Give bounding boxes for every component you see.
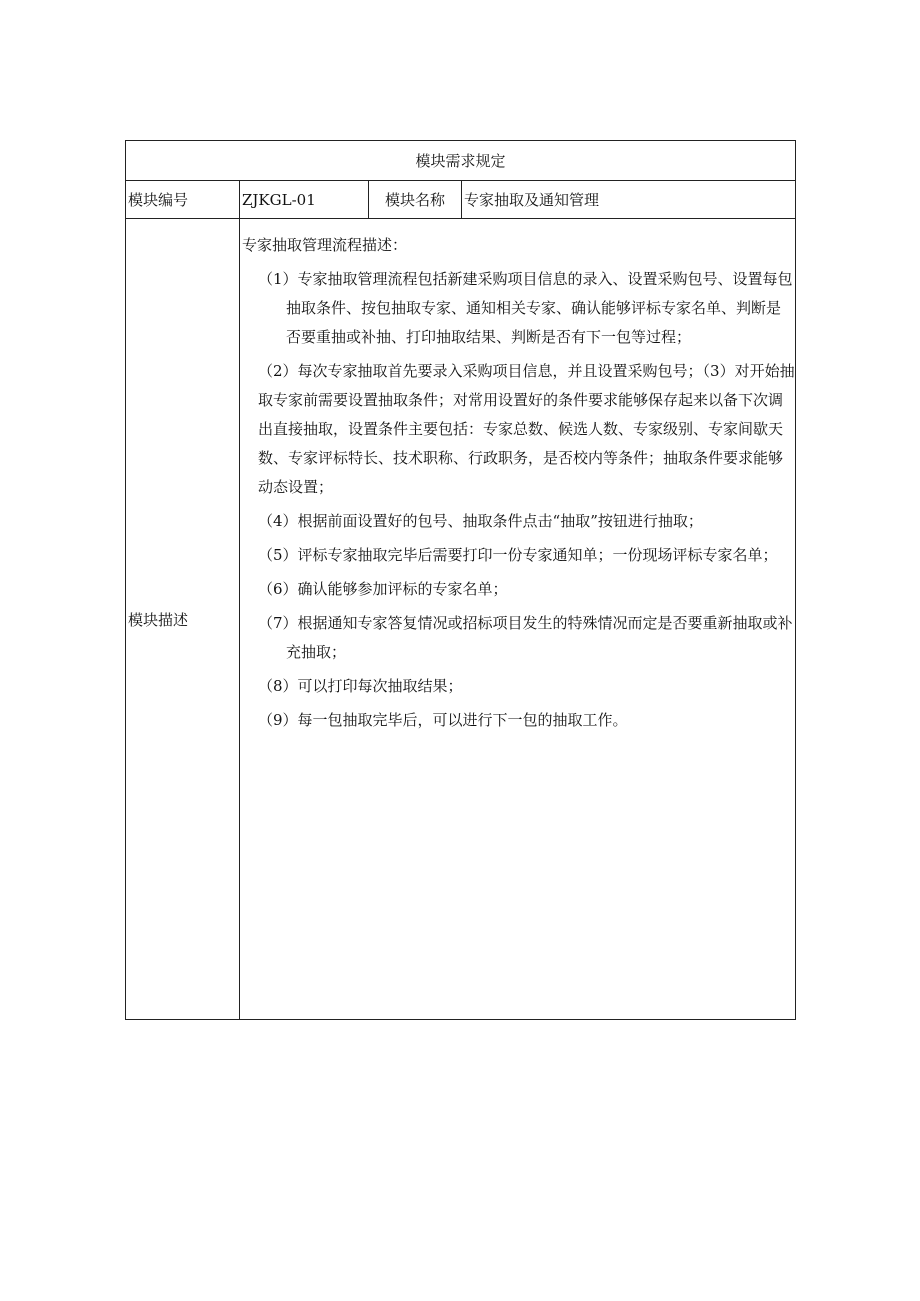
module-name-label: 模块名称 (369, 181, 462, 219)
desc-item-7: （7）根据通知专家答复情况或招标项目发生的特殊情况而定是否要重新抽取或补充抽取； (258, 614, 793, 661)
table-title-row (126, 141, 796, 181)
module-desc-row (126, 219, 796, 1020)
desc-item-4: （4）根据前面设置好的包号、抽取条件点击“抽取”按钮进行抽取； (258, 512, 703, 530)
module-info-row (126, 181, 796, 219)
desc-item-5: （5）评标专家抽取完毕后需要打印一份专家通知单；一份现场评标专家名单； (258, 546, 778, 564)
desc-item-8: （8）可以打印每次抽取结果； (258, 677, 463, 695)
desc-item-1: （1）专家抽取管理流程包括新建采购项目信息的录入、设置采购包号、设置每包抽取条件、按包抽取专家、通知相关专家、确认能够评标专家名单、判断是否要重抽或补抽、打印抽取结果、判断是否有下一包等过程； (258, 270, 793, 346)
desc-item-2-3: （2）每次专家抽取首先要录入采购项目信息，并且设置采购包号；（3）对开始抽取专家前需要设置抽取条件；对常用设置好的条件要求能够保存起来以备下次调出直接抽取，设置条件主要包括：专家总数、候选人数、专家级别、专家间歇天数、专家评标特长、技术职称、行政职务，是否校内等条件；抽取条件要求能够动态设置； (258, 362, 795, 496)
module-name-value: 专家抽取及通知管理 (462, 181, 796, 219)
module-id-value: ZJKGL-01 (240, 181, 369, 219)
desc-item-9: （9）每一包抽取完毕后，可以进行下一包的抽取工作。 (258, 711, 628, 729)
module-id-label: 模块编号 (126, 181, 240, 219)
module-requirements-table (125, 140, 796, 1020)
module-desc-content (240, 219, 796, 1020)
table-title: 模块需求规定 (126, 141, 796, 181)
desc-intro: 专家抽取管理流程描述： (242, 236, 408, 254)
desc-item-6: （6）确认能够参加评标的专家名单； (258, 580, 508, 598)
module-desc-label: 模块描述 (126, 219, 240, 1020)
